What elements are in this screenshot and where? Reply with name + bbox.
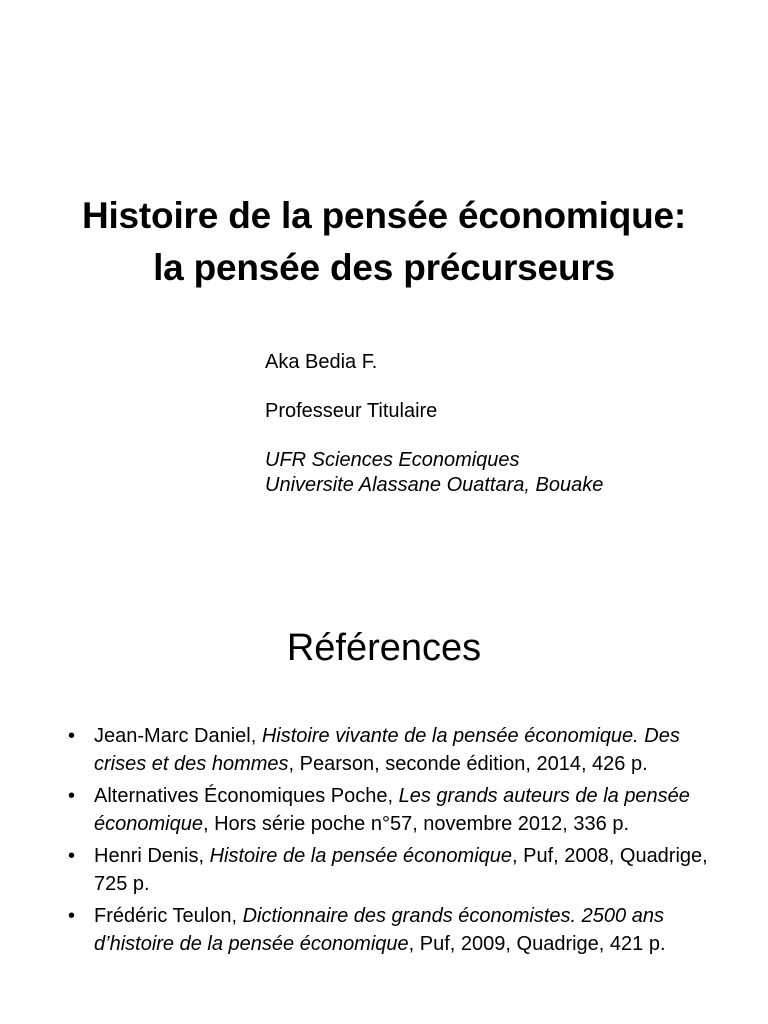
bullet-icon: • [68, 725, 76, 747]
reference-author: Frédéric Teulon, [94, 905, 243, 927]
reference-details: , Puf, 2008, Quadrige, 725 p. [94, 845, 708, 895]
reference-item [68, 902, 728, 958]
reference-item [68, 842, 728, 898]
author-name: Aka Bedia F. [265, 351, 378, 373]
reference-details: , Puf, 2009, Quadrige, 421 p. [408, 933, 666, 955]
reference-item [68, 722, 728, 778]
reference-details: , Hors série poche n°57, novembre 2012, 336 p. [202, 813, 630, 835]
reference-work: Histoire de la pensée économique [209, 845, 513, 867]
reference-work: Dictionnaire des grands économistes. 2500 ans d’histoire de la pensée économique [94, 905, 664, 955]
title-line-1: Histoire de la pensée économique: [81, 195, 687, 236]
references-list [68, 722, 728, 962]
references-title: Références [286, 627, 482, 669]
bullet-icon: • [68, 905, 76, 927]
title-line-2: la pensée des précurseurs [153, 247, 615, 288]
reference-author: Alternatives Économiques Poche, [94, 785, 399, 807]
bullet-icon: • [68, 845, 76, 867]
reference-author: Henri Denis, [94, 845, 210, 867]
affiliation-university: Universite Alassane Ouattara, Bouake [265, 474, 604, 496]
reference-author: Jean-Marc Daniel, [94, 725, 262, 747]
author-position: Professeur Titulaire [265, 400, 438, 422]
presentation-title [40, 190, 728, 294]
author-block [265, 350, 603, 498]
affiliation-faculty: UFR Sciences Economiques [265, 449, 520, 471]
reference-details: , Pearson, seconde édition, 2014, 426 p. [288, 753, 648, 775]
reference-item [68, 782, 728, 838]
reference-work: Les grands auteurs de la pensée économique [94, 785, 690, 835]
reference-work: Histoire vivante de la pensée économique. Des crises et des hommes [94, 725, 680, 775]
bullet-icon: • [68, 785, 76, 807]
